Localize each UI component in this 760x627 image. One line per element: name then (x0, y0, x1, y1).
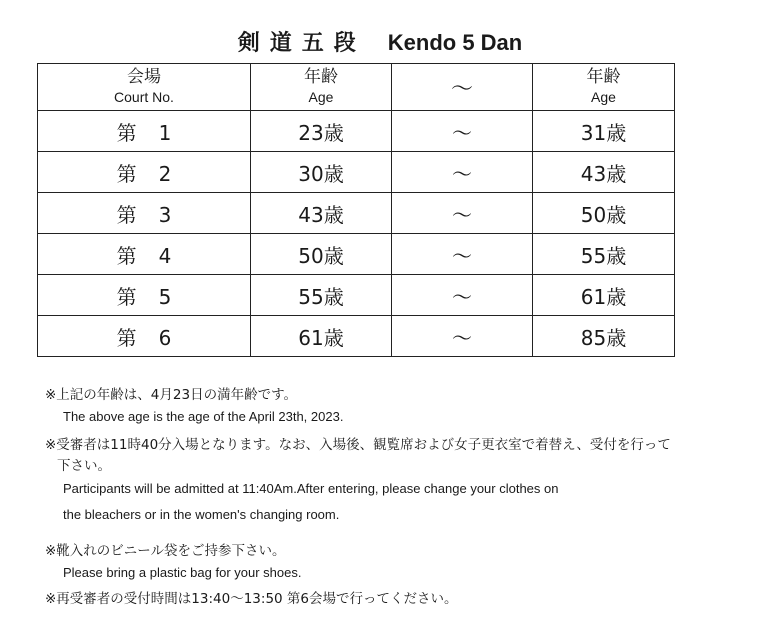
age-to-cell: 55歳 (533, 234, 675, 275)
court-cell (38, 316, 251, 357)
court-prefix: 第 (116, 243, 137, 268)
court-prefix: 第 (116, 325, 137, 350)
court-number: 3 (158, 202, 172, 227)
court-number: 5 (158, 284, 172, 309)
note-admission-jp-line1: ※受審者は11時40分入場となります。なお、入場後、観覧席および女子更衣室で着替え、受付を行って (45, 437, 671, 453)
age-from-cell: 23歳 (251, 111, 392, 152)
age-to-cell: 50歳 (533, 193, 675, 234)
court-cell (38, 152, 251, 193)
title-english: Kendo 5 Dan (387, 30, 523, 55)
court-number: 1 (158, 120, 172, 145)
court-age-table (37, 63, 675, 357)
table-row (38, 193, 675, 234)
note-retake-jp: ※再受審者の受付時間は13:40～13:50 第6会場で行ってください。 (45, 591, 458, 607)
header-age-to-en: Age (591, 89, 616, 105)
note-age-en: The above age is the age of the April 23th, 2023. (63, 409, 344, 424)
court-number: 2 (158, 161, 172, 186)
header-court (38, 64, 251, 111)
range-separator: ～ (392, 111, 533, 152)
header-age-from-en: Age (308, 89, 334, 105)
note-admission (45, 434, 745, 540)
header-age-from (251, 64, 392, 111)
court-prefix: 第 (116, 202, 137, 227)
court-prefix: 第 (116, 161, 137, 186)
note-admission-en-line1: Participants will be admitted at 11:40Am.After entering, please change your clothes on (63, 481, 559, 496)
range-separator: ～ (392, 234, 533, 275)
court-cell (38, 111, 251, 152)
note-age (45, 384, 745, 434)
age-from-cell: 55歳 (251, 275, 392, 316)
age-from-cell: 43歳 (251, 193, 392, 234)
table-row (38, 111, 675, 152)
table-row (38, 234, 675, 275)
age-from-cell: 61歳 (251, 316, 392, 357)
court-number: 4 (158, 243, 172, 268)
age-from-cell: 50歳 (251, 234, 392, 275)
note-shoes-en: Please bring a plastic bag for your shoes. (63, 565, 302, 580)
court-cell (38, 193, 251, 234)
court-cell (38, 234, 251, 275)
title-japanese: 剣道五段 (237, 31, 366, 56)
range-separator: ～ (392, 193, 533, 234)
table-row (38, 316, 675, 357)
range-separator: ～ (392, 275, 533, 316)
header-age-to (533, 64, 675, 111)
header-range-separator: ～ (392, 64, 533, 111)
notes-section (45, 384, 745, 610)
court-prefix: 第 (116, 120, 137, 145)
note-age-jp: ※上記の年齢は、4月23日の満年齢です。 (45, 387, 297, 403)
age-to-cell: 43歳 (533, 152, 675, 193)
note-shoes (45, 540, 745, 588)
age-from-cell: 30歳 (251, 152, 392, 193)
court-cell (38, 275, 251, 316)
age-to-cell: 61歳 (533, 275, 675, 316)
age-to-cell: 31歳 (533, 111, 675, 152)
note-admission-jp-line2: 下さい。 (57, 458, 111, 474)
page-title (0, 26, 760, 57)
court-number: 6 (158, 325, 172, 350)
note-admission-en-line2: the bleachers or in the women's changing room. (63, 507, 340, 522)
note-shoes-jp: ※靴入れのビニール袋をご持参下さい。 (45, 543, 286, 559)
header-court-jp: 会場 (127, 67, 161, 87)
court-prefix: 第 (116, 284, 137, 309)
note-retake (45, 588, 745, 610)
header-court-en: Court No. (114, 89, 174, 105)
range-separator: ～ (392, 152, 533, 193)
table-row (38, 152, 675, 193)
table-row (38, 275, 675, 316)
header-age-from-jp: 年齢 (304, 67, 338, 87)
header-age-to-jp: 年齢 (586, 67, 621, 87)
table-header-row (38, 64, 675, 111)
age-to-cell: 85歳 (533, 316, 675, 357)
range-separator: ～ (392, 316, 533, 357)
